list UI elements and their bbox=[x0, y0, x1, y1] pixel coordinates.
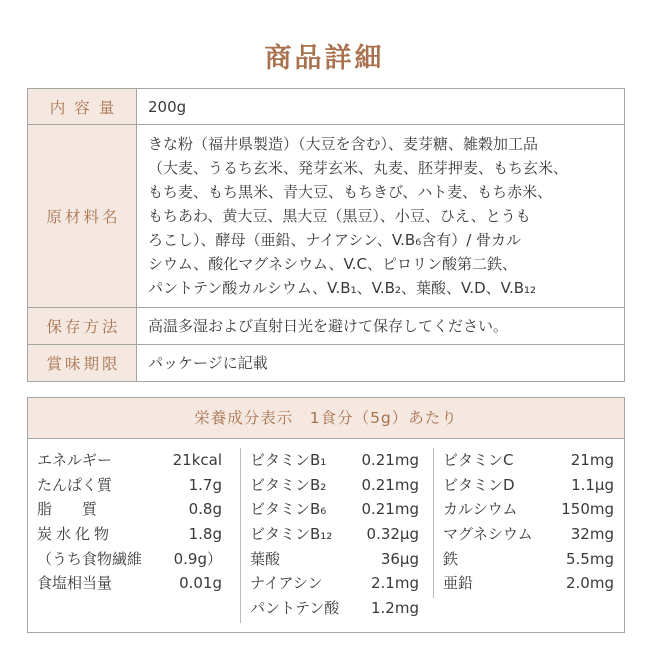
nutrient-name: 葉酸 bbox=[250, 549, 281, 568]
nutrient-row bbox=[241, 596, 419, 621]
nutrient-value: 0.01g bbox=[179, 574, 222, 593]
nutrient-name: 炭水化物 bbox=[37, 525, 114, 544]
nutrient-name: （うち食物繊維 bbox=[37, 549, 143, 568]
nutrient-row bbox=[37, 547, 222, 572]
nutrient-row bbox=[434, 547, 614, 572]
nutrient-row bbox=[37, 522, 222, 547]
nutrient-value: 0.21mg bbox=[361, 451, 419, 469]
nutrient-name: ナイアシン bbox=[250, 574, 323, 593]
nutrition-header: 栄養成分表示 1食分（5g）あたり bbox=[28, 398, 624, 439]
nutrient-value: 0.32μg bbox=[366, 525, 419, 544]
nutrient-value: 1.2mg bbox=[371, 599, 419, 618]
expiry-value: パッケージに記載 bbox=[137, 345, 625, 382]
nutrient-value: 2.0mg bbox=[566, 574, 614, 593]
nutrient-row bbox=[434, 571, 614, 596]
nutrient-value: 0.21mg bbox=[361, 475, 419, 494]
content-label: 内容量 bbox=[28, 89, 137, 125]
ingredients-line: （大麦、うるち玄米、発芽玄米、丸麦、胚芽押麦、もち玄米、 bbox=[148, 159, 569, 177]
nutrient-row bbox=[434, 522, 614, 547]
nutrition-column-2 bbox=[240, 448, 419, 623]
nutrient-value: 0.21mg bbox=[361, 500, 419, 519]
storage-label: 保存方法 bbox=[28, 308, 137, 345]
nutrient-row bbox=[37, 473, 222, 498]
storage-value: 高温多湿および直射日光を避けて保存してください。 bbox=[137, 308, 625, 345]
ingredients-line: シウム、酸化マグネシウム、V.C、ピロリン酸第二鉄、 bbox=[148, 255, 518, 273]
nutrient-name: 亜鉛 bbox=[443, 574, 474, 593]
nutrient-value: 21kcal bbox=[172, 451, 222, 469]
nutrient-value: 1.7g bbox=[188, 475, 222, 494]
nutrient-name: ビタミンC bbox=[443, 451, 514, 469]
nutrient-row bbox=[241, 473, 419, 498]
ingredients-line: きな粉（福井県製造）（大豆を含む）、麦芽糖、雑穀加工品 bbox=[148, 135, 539, 153]
page-title: 商品詳細 bbox=[264, 43, 385, 74]
nutrient-value: 150mg bbox=[561, 500, 614, 519]
content-value: 200g bbox=[137, 89, 625, 125]
ingredients-line: ろこし）、酵母（亜鉛、ナイアシン、V.B₆含有）/ 骨カル bbox=[148, 231, 522, 249]
nutrient-row bbox=[241, 571, 419, 596]
nutrient-name: ビタミンB₂ bbox=[250, 475, 327, 494]
ingredients-line: もち麦、もち黒米、青大豆、もちきび、ハト麦、もち赤米、 bbox=[148, 183, 553, 201]
nutrition-column-3 bbox=[433, 448, 614, 598]
nutrient-name: ビタミンB₁ bbox=[250, 451, 327, 469]
nutrient-name: マグネシウム bbox=[443, 525, 533, 544]
nutrient-name: カルシウム bbox=[443, 500, 518, 519]
nutrient-value: 2.1mg bbox=[371, 574, 419, 593]
nutrient-row bbox=[241, 497, 419, 522]
nutrient-value: 0.8g bbox=[188, 500, 222, 519]
product-spec-table bbox=[27, 88, 625, 382]
ingredients-line: パントテン酸カルシウム、V.B₁、V.B₂、葉酸、V.D、V.B₁₂ bbox=[148, 279, 537, 297]
nutrient-name: ビタミンB₆ bbox=[250, 500, 327, 519]
nutrient-row bbox=[241, 522, 419, 547]
nutrient-name: 脂 質 bbox=[37, 500, 98, 519]
nutrient-row bbox=[434, 497, 614, 522]
nutrient-value: 21mg bbox=[570, 451, 614, 469]
nutrient-row bbox=[37, 571, 222, 596]
nutrient-name: パントテン酸 bbox=[250, 599, 340, 618]
nutrient-row bbox=[37, 497, 222, 522]
nutrient-row bbox=[434, 448, 614, 473]
nutrient-value: 36μg bbox=[380, 549, 419, 568]
nutrient-value: 0.9g） bbox=[173, 549, 222, 568]
nutrient-value: 5.5mg bbox=[566, 549, 614, 568]
nutrient-name: 食塩相当量 bbox=[37, 574, 113, 593]
nutrient-name: エネルギー bbox=[37, 451, 113, 469]
nutrition-column-1 bbox=[37, 448, 222, 596]
nutrient-name: ビタミンB₁₂ bbox=[250, 525, 333, 544]
ingredients-label: 原材料名 bbox=[28, 125, 137, 308]
nutrition-table bbox=[27, 397, 625, 633]
nutrient-name: たんぱく質 bbox=[37, 475, 113, 494]
ingredients-value bbox=[137, 125, 625, 308]
ingredients-line: もちあわ、黄大豆、黒大豆（黒豆）、小豆、ひえ、とうも bbox=[148, 207, 531, 225]
expiry-label: 賞味期限 bbox=[28, 345, 137, 382]
nutrient-row bbox=[37, 448, 222, 473]
nutrient-name: ビタミンD bbox=[443, 475, 515, 494]
nutrient-value: 1.8g bbox=[188, 525, 222, 544]
nutrient-row bbox=[241, 448, 419, 473]
nutrient-value: 1.1μg bbox=[571, 475, 614, 494]
nutrient-name: 鉄 bbox=[443, 549, 459, 568]
nutrient-row bbox=[241, 547, 419, 572]
nutrient-row bbox=[434, 473, 614, 498]
nutrient-value: 32mg bbox=[570, 525, 614, 544]
